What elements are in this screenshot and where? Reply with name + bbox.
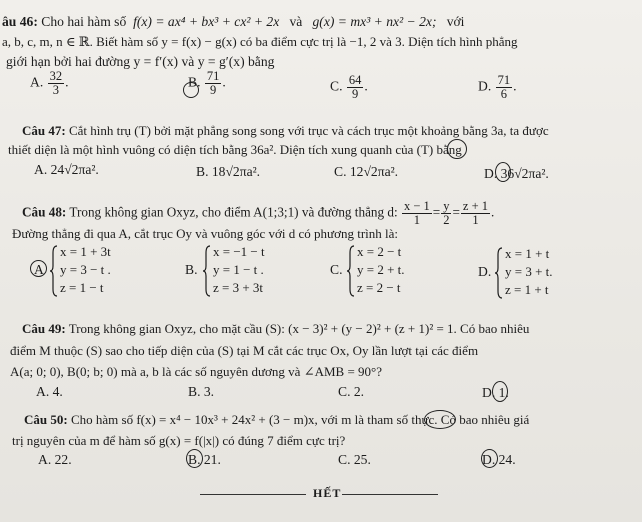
q49-option-d: D. 1.	[482, 385, 509, 400]
q48-option-b-system: x = −1 − t y = 1 − t . z = 3 + 3t	[203, 243, 265, 297]
q49-option-c: C. 2.	[338, 384, 365, 399]
footer-rule-left	[200, 494, 306, 495]
q49-line3: A(a; 0; 0), B(0; b; 0) mà a, b là các số nguyên dương và ∠AMB = 90°?	[10, 364, 383, 379]
q47-option-b: B. 18√2πa².	[196, 164, 261, 179]
q48-option-d-system: x = 1 + t y = 3 + t. z = 1 + t	[495, 245, 553, 299]
q50-line1: Câu 50: Cho hàm số f(x) = x⁴ − 10x³ + 24x² + (3 − m)x, với m là tham số thực. Có bao nhiêu giá	[24, 412, 530, 427]
q48-option-b-label: B.	[185, 262, 198, 277]
q50-option-b: B. 21.	[188, 452, 221, 467]
q49-label: Câu 49:	[22, 321, 66, 336]
q46-and: và	[289, 14, 303, 29]
q48-option-d-label: D.	[478, 264, 492, 279]
q48-option-a-label: A	[34, 262, 44, 277]
q46-option-d: D. $\frac{71}{6}$ .	[478, 73, 517, 101]
q48-a-circle-mark	[30, 260, 47, 277]
q46-g: g(x) = mx³ + nx² − 2x;	[312, 14, 437, 29]
q46-line2: a, b, c, m, n ∈ ℝ. Biết hàm số y = f(x) − g(x) có ba điểm cực trị là −1, 2 và 3. Diện tích hình phẳng	[2, 34, 518, 49]
q48-line1: Câu 48: Trong không gian Oxyz, cho điểm A(1;3;1) và đường thẳng d: $\frac{x - 1}{1}$ = $\frac{y}{2}$ = $\frac{z + 1}{1}$ .	[22, 199, 495, 227]
q50-d-circle-mark	[481, 449, 498, 468]
q50-b-circle-mark	[186, 449, 203, 468]
q47-option-c: C. 12√2πa².	[334, 164, 399, 179]
q50-option-c: C. 25.	[338, 452, 371, 467]
q46-line1	[2, 14, 464, 30]
left-brace-icon	[203, 245, 211, 297]
q46-label: âu 46:	[2, 14, 38, 29]
q48-label: Câu 48:	[22, 204, 67, 220]
q48-option-c-label: C.	[330, 262, 343, 277]
q46-option-b: B. $\frac{71}{9}$ .	[188, 69, 226, 97]
q47-t-circle-mark	[447, 139, 467, 159]
q46-b-circle-mark	[183, 82, 199, 98]
q50-line2: trị nguyên của m để hàm số g(x) = f(|x|) có đúng 7 điểm cực trị?	[12, 433, 346, 448]
q46-option-a: A. $\frac{32}{3}$ .	[30, 69, 69, 97]
q49-option-a: A. 4.	[36, 384, 63, 399]
left-brace-icon	[347, 245, 355, 297]
q49-d-circle-mark	[492, 381, 508, 402]
q47-option-a: A. 24√2πa².	[34, 162, 99, 177]
q48-line2: Đường thẳng đi qua A, cắt trục Oy và vuông góc với d có phương trình là:	[12, 226, 399, 241]
q46-line3: giới hạn bởi hai đường y = f′(x) và y = g′(x) bằng	[6, 54, 275, 69]
q50-real-circle-mark	[424, 410, 456, 429]
q47-option-d: D. 36√2πa².	[484, 166, 549, 181]
q47-line2: thiết diện là một hình vuông có diện tích bằng 36a². Diện tích xung quanh của (T) bằng	[8, 142, 462, 157]
q46-intro: Cho hai hàm số	[41, 14, 127, 29]
q47-line1: Câu 47: Cắt hình trụ (T) bởi mặt phẳng song song với trục và cách trục một khoảng bằng 3a, ta được	[22, 123, 549, 138]
q49-line1: Câu 49: Trong không gian Oxyz, cho mặt cầu (S): (x − 3)² + (y − 2)² + (z + 1)² = 1. Có bao nhiêu	[22, 321, 530, 336]
q50-option-d: D. 24.	[482, 452, 516, 467]
q48-option-c-system: x = 2 − t y = 2 + t. z = 2 − t	[347, 243, 405, 297]
left-brace-icon	[495, 247, 503, 299]
q47-d-circle-mark	[495, 162, 511, 182]
q47-label: Câu 47:	[22, 123, 66, 138]
footer-rule-right	[342, 494, 438, 495]
q48-option-a-system: x = 1 + 3t y = 3 − t . z = 1 − t	[50, 243, 111, 297]
q50-option-a: A. 22.	[38, 452, 72, 467]
q50-label: Câu 50:	[24, 412, 68, 427]
q49-option-b: B. 3.	[188, 384, 215, 399]
q46-option-c: C. $\frac{64}{9}$ .	[330, 73, 368, 101]
left-brace-icon	[50, 245, 58, 297]
q46-with: với	[446, 14, 465, 29]
q46-f: f(x) = ax⁴ + bx³ + cx² + 2x	[133, 14, 280, 29]
q49-line2: điểm M thuộc (S) sao cho tiếp diện của (S) tại M cắt các trục Ox, Oy lần lượt tại các điểm	[10, 343, 479, 358]
end-marker: HẾT	[313, 486, 342, 500]
